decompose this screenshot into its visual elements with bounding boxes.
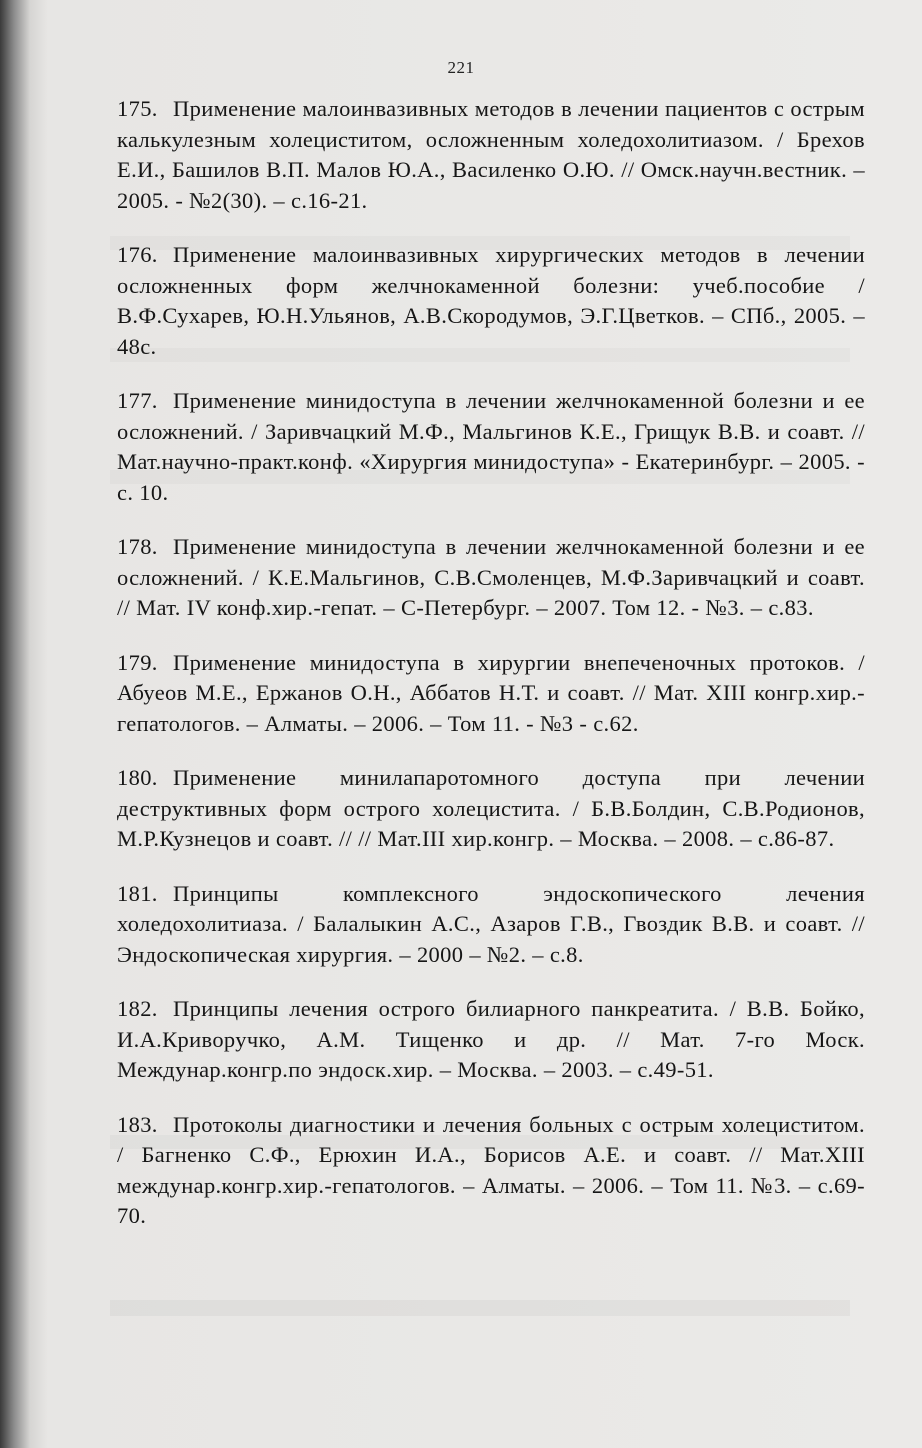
- reference-item: [117, 240, 865, 362]
- reference-text: Применение малоинвазивных методов в лечении пациентов с острым калькулезным холециститом, осложненным холедохолитиазом. / Брехов Е.И., Башилов В.П. Малов Ю.А., Василенко О.Ю. // Омск.научн.вестник. – 2005. - №2(30). – с.16-21.: [117, 96, 865, 213]
- reference-number: 183.: [117, 1111, 158, 1137]
- reference-item: [117, 763, 865, 855]
- reference-number: 181.: [117, 880, 158, 906]
- reference-text: Применение минидоступа в лечении желчнокаменной болезни и ее осложнений. / Заривчацкий М.Ф., Мальгинов К.Е., Грищук В.В. и соавт. // Мат.научно-практ.конф. «Хирургия минидоступа» - Екатеринбург. – 2005. - с. 10.: [117, 388, 865, 505]
- reference-text: Применение малоинвазивных хирургических методов в лечении осложненных форм желчнокаменной болезни: учеб.пособие / В.Ф.Сухарев, Ю.Н.Ульянов, А.В.Скородумов, Э.Г.Цветков. – СПб., 2005. – 48с.: [117, 242, 865, 359]
- reference-text: Применение минилапаротомного доступа при лечении деструктивных форм острого холецистита. / Б.В.Болдин, С.В.Родионов, М.Р.Кузнецов и соавт. // // Мат.III хир.конгр. – Москва. – 2008. – с.86-87.: [117, 765, 865, 851]
- reference-text: Принципы комплексного эндоскопического лечения холедохолитиаза. / Балалыкин А.С., Азаров Г.В., Гвоздик В.В. и соавт. // Эндоскопическая хирургия. – 2000 – №2. – с.8.: [117, 880, 865, 967]
- reference-item: [117, 532, 865, 624]
- reference-number: 177.: [117, 388, 158, 413]
- bleed-through-line: [110, 1300, 850, 1316]
- reference-text: Принципы лечения острого билиарного панкреатита. / В.В. Бойко, И.А.Криворучко, А.М. Тищенко и др. // Мат. 7-го Моск. Междунар.конгр.по эндоск.хир. – Москва. – 2003. – с.49-51.: [117, 996, 865, 1082]
- reference-item: [117, 386, 865, 508]
- reference-item: [117, 994, 865, 1086]
- reference-number: 178.: [117, 534, 158, 559]
- reference-number: 179.: [117, 649, 158, 675]
- reference-item: [117, 879, 865, 971]
- reference-number: 176.: [117, 242, 158, 267]
- reference-text: Применение минидоступа в хирургии внепеченочных протоков. / Абуеов М.Е., Ержанов О.Н., Аббатов Н.Т. и соавт. // Мат. XIII конгр.хир.-гепатологов. – Алматы. – 2006. – Том 11. - №3 - с.62.: [117, 649, 865, 736]
- reference-item: [117, 94, 865, 216]
- reference-number: 180.: [117, 765, 158, 790]
- reference-item: [117, 648, 865, 740]
- reference-text: Применение минидоступа в лечении желчнокаменной болезни и ее осложнений. / К.Е.Мальгинов, С.В.Смоленцев, М.Ф.Заривчацкий и соавт. // Мат. IV конф.хир.-гепат. – С-Петербург. – 2007. Том 12. - №3. – с.83.: [117, 534, 865, 620]
- reference-text: Протоколы диагностики и лечения больных с острым холециститом. / Багненко С.Ф., Ерюхин И.А., Борисов А.Е. и соавт. // Мат.XIII междунар.конгр.хир.-гепатологов. – Алматы. – 2006. – Том 11. №3. – с.69-70.: [117, 1111, 865, 1228]
- reference-list: [117, 94, 865, 1256]
- page-number: 221: [447, 58, 475, 77]
- reference-item: [117, 1110, 865, 1232]
- reference-number: 175.: [117, 96, 158, 121]
- reference-number: 182.: [117, 996, 158, 1021]
